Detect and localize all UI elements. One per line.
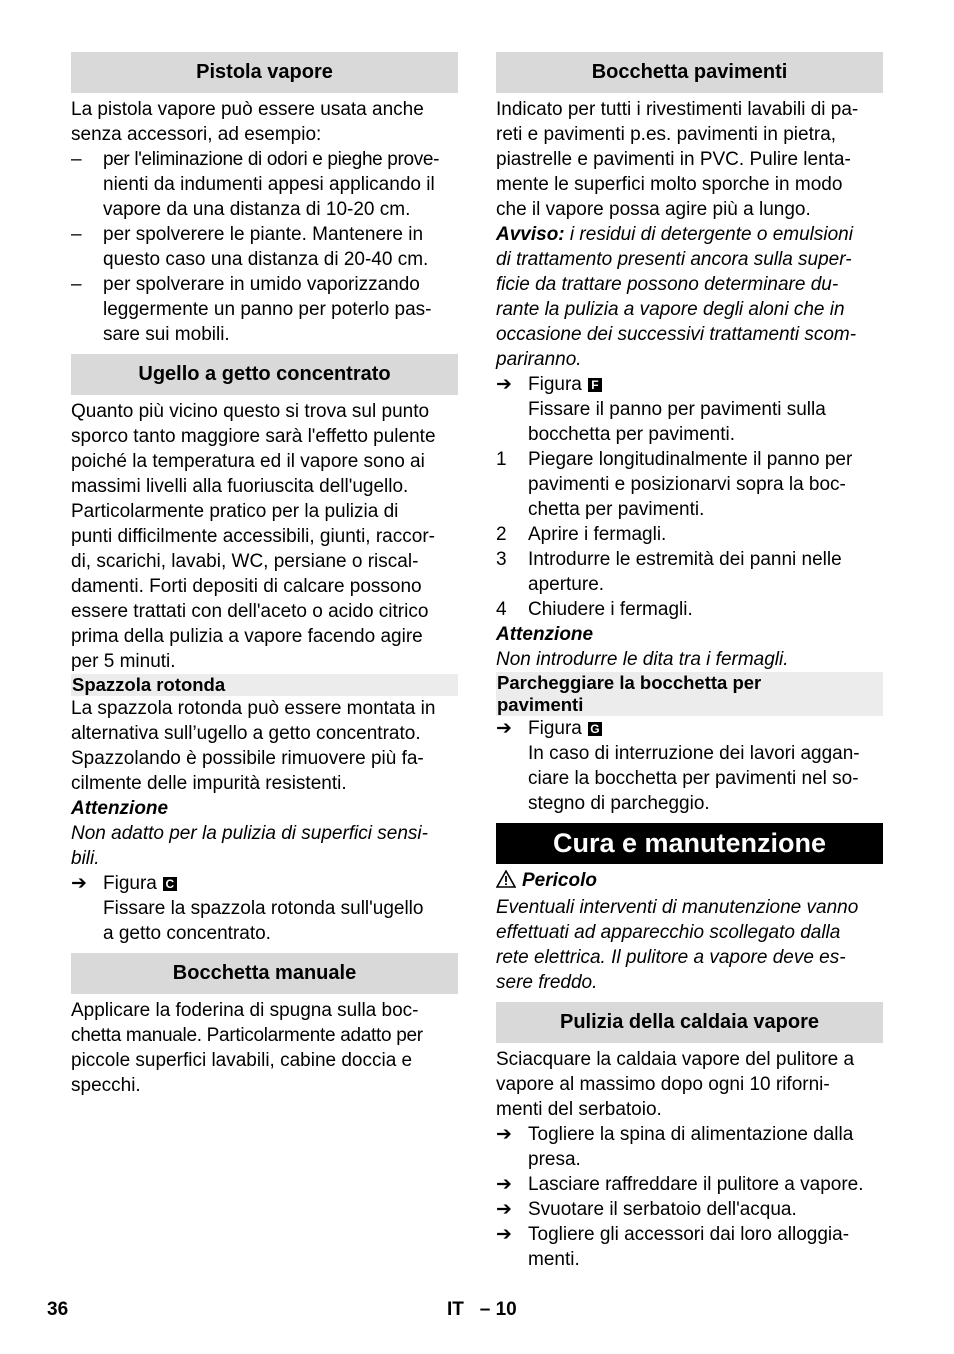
list-line: Svuotare il serbatoio dell'acqua. xyxy=(528,1199,797,1220)
note-line: ficie da trattare possono determinare du- xyxy=(496,274,839,295)
body-line: Applicare la foderina di spugna sulla boc- xyxy=(71,1000,419,1021)
figure-label: Figura xyxy=(528,718,582,739)
body-line: piastrelle e pavimenti in PVC. Pulire lenta- xyxy=(496,149,851,170)
dash-marker: – xyxy=(71,274,82,295)
language-page-label: IT – 10 xyxy=(447,1299,517,1320)
figure-line: ciare la bocchetta per pavimenti nel so- xyxy=(528,768,859,789)
danger-label: Pericolo xyxy=(522,870,597,891)
list-line: questo caso una distanza di 20-40 cm. xyxy=(103,249,429,270)
figure-line: Fissare il panno per pavimenti sulla xyxy=(528,399,826,420)
figure-badge: F xyxy=(588,378,602,392)
page-footer xyxy=(47,1297,907,1323)
list-line: Lasciare raffreddare il pulitore a vapore. xyxy=(528,1174,864,1195)
page-number: 36 xyxy=(47,1299,69,1320)
figure-ref xyxy=(496,716,883,816)
arrow-icon: ➔ xyxy=(496,1224,512,1245)
list-line: vapore da una distanza di 10-20 cm. xyxy=(103,199,411,220)
body-line: damenti. Forti depositi di calcare possono xyxy=(71,576,422,597)
right-column xyxy=(496,52,883,1272)
figure-line: Fissare la spazzola rotonda sull'ugello xyxy=(103,898,424,919)
caution-line: Non adatto per la pulizia di superfici sensi- xyxy=(71,823,428,844)
left-column xyxy=(71,52,458,1098)
body-line: essere trattati con dell'aceto o acido citrico xyxy=(71,601,429,622)
list-line: sare sui mobili. xyxy=(103,324,230,345)
heading-spazzola-rotonda: Spazzola rotonda xyxy=(71,674,458,696)
heading-bocchetta-pavimenti: Bocchetta pavimenti xyxy=(496,52,883,93)
list-item xyxy=(496,1122,883,1172)
body-line: mente le superfici molto sporche in modo xyxy=(496,174,843,195)
list-item xyxy=(71,147,458,222)
body-line: sporco tanto maggiore sarà l'effetto pulente xyxy=(71,426,436,447)
heading-pistola-vapore: Pistola vapore xyxy=(71,52,458,93)
list-item xyxy=(496,1197,883,1222)
arrow-icon: ➔ xyxy=(71,873,87,894)
step-number: 4 xyxy=(496,599,507,620)
step-item xyxy=(496,547,883,597)
step-item xyxy=(496,522,883,547)
caution-label: Attenzione xyxy=(496,624,594,645)
body-line: alternativa sull’ugello a getto concentrato. xyxy=(71,723,421,744)
heading-parcheggiare xyxy=(496,672,883,716)
dash-marker: – xyxy=(71,224,82,245)
figure-ref xyxy=(71,871,458,946)
figure-badge: C xyxy=(163,877,177,891)
body-line: Quanto più vicino questo si trova sul punto xyxy=(71,401,430,422)
figure-label: Figura xyxy=(103,873,157,894)
figure-badge: G xyxy=(588,722,602,736)
body-line: piccole superfici lavabili, cabine doccia e xyxy=(71,1050,413,1071)
step-line: chetta per pavimenti. xyxy=(528,499,705,520)
intro-line: La pistola vapore può essere usata anche xyxy=(71,99,424,120)
body-line: di, scarichi, lavabi, WC, persiane o riscal- xyxy=(71,551,419,572)
list-line: per spolverere le piante. Mantenere in xyxy=(103,224,424,245)
warning-triangle-icon xyxy=(496,870,516,895)
figure-line: stegno di parcheggio. xyxy=(528,793,710,814)
step-line: Chiudere i fermagli. xyxy=(528,599,693,620)
heading-line: Parcheggiare la bocchetta per xyxy=(497,672,762,693)
heading-line: pavimenti xyxy=(497,694,584,715)
body-line: cilmente delle impurità resistenti. xyxy=(71,773,347,794)
figure-line: In caso di interruzione dei lavori aggan- xyxy=(528,743,860,764)
body-line: Particolarmente pratico per la pulizia di xyxy=(71,501,399,522)
arrow-icon: ➔ xyxy=(496,1199,512,1220)
danger-line: sere freddo. xyxy=(496,972,598,993)
heading-ugello: Ugello a getto concentrato xyxy=(71,354,458,395)
step-line: Piegare longitudinalmente il panno per xyxy=(528,449,853,470)
step-number: 3 xyxy=(496,549,507,570)
intro-line: senza accessori, ad esempio: xyxy=(71,124,322,145)
note-line: rante la pulizia a vapore degli aloni che in xyxy=(496,299,845,320)
body-line: La spazzola rotonda può essere montata in xyxy=(71,698,436,719)
figure-ref xyxy=(496,372,883,447)
heading-bocchetta-manuale: Bocchetta manuale xyxy=(71,953,458,994)
note-line: di trattamento presenti ancora sulla super- xyxy=(496,249,852,270)
body-line: specchi. xyxy=(71,1075,141,1096)
body-line: che il vapore possa agire più a lungo. xyxy=(496,199,811,220)
list-item xyxy=(71,272,458,347)
figure-line: bocchetta per pavimenti. xyxy=(528,424,736,445)
arrow-icon: ➔ xyxy=(496,374,512,395)
list-item xyxy=(71,222,458,272)
danger-line: Eventuali interventi di manutenzione vanno xyxy=(496,897,859,918)
list-line: Togliere gli accessori dai loro alloggia- xyxy=(528,1224,850,1245)
list-line: per l'eliminazione di odori e pieghe prove- xyxy=(103,149,440,170)
caution-line: Non introdurre le dita tra i fermagli. xyxy=(496,649,789,670)
chapter-title: Cura e manutenzione xyxy=(496,823,883,864)
list-line: Togliere la spina di alimentazione dalla xyxy=(528,1124,854,1145)
step-number: 2 xyxy=(496,524,507,545)
figure-label: Figura xyxy=(528,374,582,395)
body-line: per 5 minuti. xyxy=(71,651,176,672)
caution-label: Attenzione xyxy=(71,798,169,819)
note-label: Avviso: xyxy=(496,224,565,245)
body-line: massimi livelli alla fuoriuscita dell'ugello. xyxy=(71,476,409,497)
caution-line: bili. xyxy=(71,848,100,869)
step-number: 1 xyxy=(496,449,507,470)
body-line: poiché la temperatura ed il vapore sono ai xyxy=(71,451,425,472)
list-line: leggermente un panno per poterlo pas- xyxy=(103,299,432,320)
note-line: occasione dei successivi trattamenti scom- xyxy=(496,324,857,345)
danger-line: rete elettrica. Il pulitore a vapore deve es- xyxy=(496,947,846,968)
step-item xyxy=(496,447,883,522)
body-line: chetta manuale. Particolarmente adatto per xyxy=(71,1025,423,1046)
list-line: presa. xyxy=(528,1149,581,1170)
danger-line: effettuati ad apparecchio scollegato dalla xyxy=(496,922,841,943)
note-line: pariranno. xyxy=(496,349,582,370)
body-line: prima della pulizia a vapore facendo agire xyxy=(71,626,423,647)
list-line: nienti da indumenti appesi applicando il xyxy=(103,174,435,195)
step-line: Aprire i fermagli. xyxy=(528,524,667,545)
arrow-icon: ➔ xyxy=(496,1174,512,1195)
body-line: punti difficilmente accessibili, giunti, raccor- xyxy=(71,526,435,547)
note-line: i residui di detergente o emulsioni xyxy=(564,224,853,245)
body-line: Spazzolando è possibile rimuovere più fa- xyxy=(71,748,424,769)
body-line: vapore al massimo dopo ogni 10 riforni- xyxy=(496,1074,830,1095)
list-item xyxy=(496,1172,883,1197)
list-line: menti. xyxy=(528,1249,580,1270)
list-item xyxy=(496,1222,883,1272)
body-line: menti del serbatoio. xyxy=(496,1099,662,1120)
figure-line: a getto concentrato. xyxy=(103,923,271,944)
step-line: Introdurre le estremità dei panni nelle xyxy=(528,549,842,570)
dash-marker: – xyxy=(71,149,82,170)
heading-pulizia-caldaia: Pulizia della caldaia vapore xyxy=(496,1002,883,1043)
step-item xyxy=(496,597,883,622)
body-line: reti e pavimenti p.es. pavimenti in pietra, xyxy=(496,124,837,145)
list-line: per spolverare in umido vaporizzando xyxy=(103,274,420,295)
step-line: aperture. xyxy=(528,574,605,595)
step-line: pavimenti e posizionarvi sopra la boc- xyxy=(528,474,846,495)
body-line: Sciacquare la caldaia vapore del pulitore a xyxy=(496,1049,855,1070)
arrow-icon: ➔ xyxy=(496,718,512,739)
body-line: Indicato per tutti i rivestimenti lavabili di pa- xyxy=(496,99,859,120)
arrow-icon: ➔ xyxy=(496,1124,512,1145)
